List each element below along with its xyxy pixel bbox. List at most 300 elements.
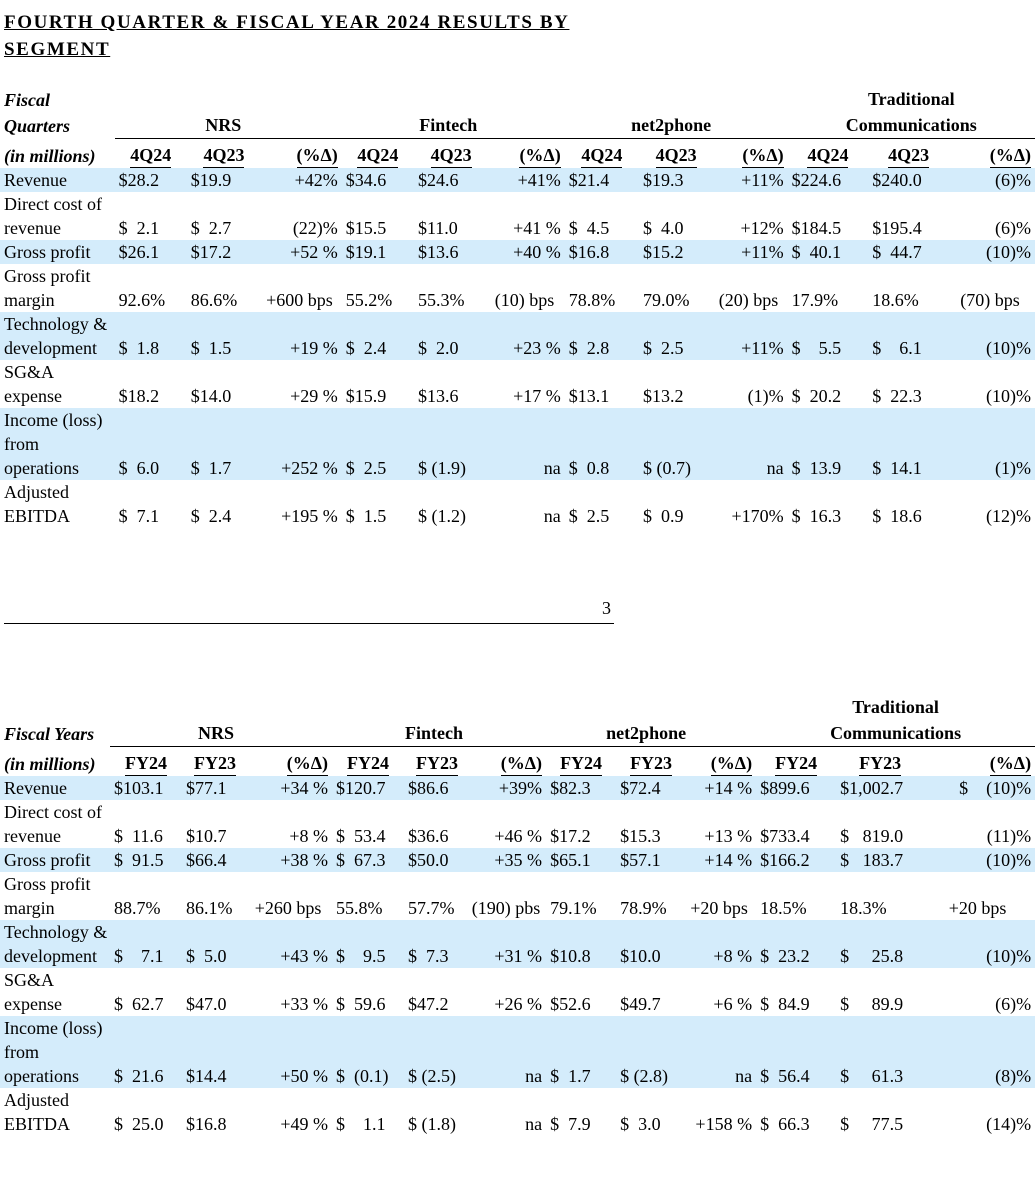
- segment-header-2: [565, 86, 788, 139]
- table-row: [0, 1016, 1035, 1088]
- table-cell: $16.8: [565, 240, 639, 264]
- table-cell: $1,002.7: [836, 776, 924, 800]
- table-cell: $15.9: [345, 386, 387, 406]
- table-cell: $ 25.0: [114, 1114, 164, 1134]
- column-header: [616, 747, 686, 777]
- table-cell: $10.7: [186, 826, 227, 846]
- table-cell: +8 %: [289, 826, 329, 846]
- table-cell: $13.2: [643, 386, 684, 406]
- table-cell: +23 %: [488, 312, 564, 360]
- table-cell: +14 %: [686, 848, 756, 872]
- table-cell: +19 %: [261, 312, 342, 360]
- table-cell: $15.3: [620, 826, 661, 846]
- table-cell: $ 4.0: [643, 218, 684, 238]
- table-cell: $65.1: [546, 848, 616, 872]
- table-cell: +8 %: [686, 920, 756, 968]
- page-number: 3: [602, 598, 611, 618]
- table-cell: (6)%: [995, 218, 1031, 238]
- column-header: [115, 139, 187, 169]
- table-cell: $13.1: [568, 386, 610, 406]
- column-header: [470, 747, 546, 777]
- table-cell: $19.9: [187, 168, 261, 192]
- table-cell: $16.8: [186, 1114, 227, 1134]
- table-cell: (10)%: [924, 848, 1035, 872]
- table-row: [0, 312, 1035, 360]
- row-label: Technology & development: [0, 920, 110, 968]
- column-header-text: FY23: [859, 751, 901, 776]
- table-cell: 78.8%: [568, 290, 616, 310]
- table-cell: $ 1.5: [345, 506, 387, 526]
- table-row: [0, 872, 1035, 920]
- fiscal-label-line1: Fiscal: [4, 89, 51, 110]
- column-header-text: (%Δ): [711, 751, 752, 776]
- table-cell: (6)%: [949, 168, 1035, 192]
- table-cell: +52 %: [261, 240, 342, 264]
- row-label: Revenue: [0, 168, 115, 192]
- table-cell: $26.1: [115, 240, 187, 264]
- table-cell: 57.7%: [408, 898, 455, 918]
- table-cell: $ 22.3: [872, 386, 922, 406]
- table-cell: $ (2.8): [616, 1016, 686, 1088]
- table-cell: +29 %: [290, 386, 338, 406]
- table-cell: $ 5.5: [788, 312, 869, 360]
- column-header: [949, 139, 1035, 169]
- table-row: [0, 920, 1035, 968]
- table-cell: na: [525, 1114, 543, 1134]
- table-cell: $224.6: [788, 168, 869, 192]
- segment-name: net2phone: [631, 115, 712, 135]
- table-cell: 92.6%: [118, 290, 166, 310]
- table-cell: +195 %: [281, 506, 338, 526]
- column-header-text: (%Δ): [287, 751, 328, 776]
- table-cell: $ (2.5): [404, 1016, 470, 1088]
- table-cell: $ 1.5: [187, 312, 261, 360]
- table-cell: 55.3%: [417, 290, 465, 310]
- table-cell: (10)%: [949, 240, 1035, 264]
- table-cell: $ 23.2: [756, 920, 836, 968]
- table-cell: $21.4: [565, 168, 639, 192]
- table-cell: $120.7: [332, 776, 404, 800]
- table-cell: 18.5%: [760, 898, 807, 918]
- table-row: [0, 1088, 1035, 1136]
- table-cell: 18.6%: [872, 290, 919, 310]
- table-cell: $ 14.1: [868, 408, 949, 480]
- column-header-text: 4Q23: [888, 143, 929, 168]
- table-cell: (10)%: [986, 386, 1031, 406]
- table-cell: $ 53.4: [336, 826, 386, 846]
- segment-header-row: [0, 86, 1035, 139]
- column-header: [868, 139, 949, 169]
- table-cell: 86.1%: [186, 898, 233, 918]
- row-label: Direct cost of revenue: [4, 802, 102, 846]
- table-row: [0, 264, 1035, 312]
- table-cell: $ 1.7: [187, 408, 261, 480]
- column-header-row: [0, 139, 1035, 169]
- table-cell: $ 183.7: [836, 848, 924, 872]
- table-cell: $ 2.5: [342, 408, 414, 480]
- segment-header-3: [788, 86, 1035, 139]
- table-cell: $ 18.6: [872, 506, 922, 526]
- column-header-text: 4Q23: [656, 143, 697, 168]
- table-cell: $ 7.1: [110, 920, 182, 968]
- table-cell: $ 84.9: [760, 994, 810, 1014]
- units-label: (in millions): [4, 754, 96, 774]
- segment-header-1: [342, 86, 565, 139]
- table-cell: $24.6: [414, 168, 488, 192]
- table-cell: $86.6: [404, 776, 470, 800]
- table-cell: +41%: [488, 168, 564, 192]
- table-cell: $899.6: [756, 776, 836, 800]
- table-cell: $ 56.4: [756, 1016, 836, 1088]
- table-cell: +41 %: [513, 218, 561, 238]
- fiscal-label-line2: Quarters: [4, 115, 71, 136]
- table-cell: $ (1.8): [408, 1114, 457, 1134]
- table-cell: +14 %: [686, 776, 756, 800]
- table-cell: na: [686, 1016, 756, 1088]
- table-cell: $ (0.1): [332, 1016, 404, 1088]
- table-cell: $ 2.8: [565, 312, 639, 360]
- table-cell: $ 11.6: [114, 826, 163, 846]
- table-cell: +600 bps: [266, 290, 333, 310]
- table-cell: $77.1: [182, 776, 248, 800]
- column-header: [182, 747, 248, 777]
- table-cell: $66.4: [182, 848, 248, 872]
- table-cell: $17.2: [550, 826, 591, 846]
- row-label: Gross profit margin: [4, 266, 91, 310]
- segment-header-3: [756, 694, 1035, 747]
- table-cell: $ 67.3: [332, 848, 404, 872]
- table-cell: (1)%: [747, 386, 784, 406]
- table-cell: +260 bps: [254, 898, 322, 918]
- table-cell: $ 77.5: [840, 1114, 904, 1134]
- table-row: [0, 800, 1035, 848]
- segment-name: NRS: [205, 115, 242, 135]
- column-header: [836, 747, 924, 777]
- table-cell: +170%: [731, 506, 784, 526]
- table-cell: +158 %: [695, 1114, 753, 1134]
- table-row: [0, 776, 1035, 800]
- column-header: [756, 747, 836, 777]
- column-header-text: (%Δ): [990, 143, 1031, 168]
- table-cell: (10)%: [949, 312, 1035, 360]
- segment-name: Communications: [830, 723, 962, 743]
- table-cell: $ 4.5: [568, 218, 610, 238]
- table-cell: $13.6: [414, 240, 488, 264]
- table-cell: (70) bps: [960, 290, 1020, 310]
- table-cell: $14.0: [190, 386, 232, 406]
- table-cell: $49.7: [620, 994, 661, 1014]
- row-label: Revenue: [0, 776, 110, 800]
- table-cell: +13 %: [704, 826, 753, 846]
- column-header-text: (%Δ): [297, 143, 338, 168]
- table-cell: +34 %: [248, 776, 332, 800]
- table-cell: $ 2.1: [118, 218, 160, 238]
- column-header-text: 4Q24: [807, 143, 848, 168]
- table-cell: $ 7.3: [404, 920, 470, 968]
- table-cell: $28.2: [115, 168, 187, 192]
- table-cell: $19.3: [639, 168, 713, 192]
- table-cell: na: [470, 1016, 546, 1088]
- table-cell: 18.3%: [840, 898, 887, 918]
- column-header: [713, 139, 787, 169]
- table-cell: +38 %: [248, 848, 332, 872]
- table-cell: 88.7%: [114, 898, 161, 918]
- table-cell: $36.6: [408, 826, 449, 846]
- table-cell: $ (0.7): [639, 408, 713, 480]
- table-cell: $10.0: [616, 920, 686, 968]
- table-cell: $82.3: [546, 776, 616, 800]
- table-cell: $ 1.7: [546, 1016, 616, 1088]
- row-label: Adjusted EBITDA: [4, 1090, 70, 1134]
- table-cell: 86.6%: [190, 290, 238, 310]
- table-cell: $ 9.5: [332, 920, 404, 968]
- column-header: [788, 139, 869, 169]
- units-label: (in millions): [4, 146, 96, 166]
- column-header: [924, 747, 1035, 777]
- table-cell: $57.1: [616, 848, 686, 872]
- table-cell: +20 bps: [948, 898, 1007, 918]
- row-label: Gross profit margin: [4, 874, 91, 918]
- row-label: Direct cost of revenue: [4, 194, 102, 238]
- table-cell: $ 0.8: [565, 408, 639, 480]
- table-cell: $ 59.6: [336, 994, 386, 1014]
- table-cell: $15.2: [639, 240, 713, 264]
- table-cell: (11)%: [986, 826, 1032, 846]
- table-row: [0, 192, 1035, 240]
- table-cell: $18.2: [118, 386, 160, 406]
- table-cell: $ 2.5: [639, 312, 713, 360]
- segment-name: Communications: [845, 115, 977, 135]
- column-header: [565, 139, 639, 169]
- table-cell: $ 66.3: [760, 1114, 810, 1134]
- table-row: [0, 480, 1035, 528]
- column-header-row: [0, 747, 1035, 777]
- table-cell: +11%: [713, 168, 787, 192]
- row-label: Technology & development: [0, 312, 115, 360]
- table-cell: (22)%: [292, 218, 338, 238]
- row-label: Income (loss) from operations: [0, 408, 115, 480]
- table-cell: +46 %: [494, 826, 543, 846]
- row-label: Adjusted EBITDA: [4, 482, 70, 526]
- table-cell: $103.1: [110, 776, 182, 800]
- table-cell: $10.8: [546, 920, 616, 968]
- table-cell: $19.1: [342, 240, 414, 264]
- table-cell: (10) bps: [494, 290, 555, 310]
- table-row: [0, 968, 1035, 1016]
- table-cell: $ (1.9): [414, 408, 488, 480]
- table-cell: +43 %: [248, 920, 332, 968]
- segment-header-2: [546, 694, 756, 747]
- table-cell: $ 91.5: [110, 848, 182, 872]
- table-cell: $17.2: [187, 240, 261, 264]
- column-header-text: (%Δ): [501, 751, 542, 776]
- table-cell: 79.0%: [643, 290, 690, 310]
- quarterly-results-table: [0, 86, 1035, 528]
- table-cell: $ 61.3: [836, 1016, 924, 1088]
- table-cell: $ 44.7: [868, 240, 949, 264]
- table-cell: $ 13.9: [788, 408, 869, 480]
- table-cell: $ 3.0: [620, 1114, 661, 1134]
- table-cell: +252 %: [261, 408, 342, 480]
- column-header: [488, 139, 564, 169]
- table-row: [0, 168, 1035, 192]
- column-header-text: 4Q23: [431, 143, 472, 168]
- row-label: SG&A expense: [4, 362, 62, 406]
- row-label: Income (loss) from operations: [0, 1016, 110, 1088]
- page-title: FOURTH QUARTER & FISCAL YEAR 2024 RESULTS BY SEGMENT: [4, 12, 570, 60]
- table-cell: $240.0: [868, 168, 949, 192]
- table-cell: +42%: [261, 168, 342, 192]
- table-cell: $ 1.8: [115, 312, 187, 360]
- table-cell: $ 21.6: [110, 1016, 182, 1088]
- column-header: [639, 139, 713, 169]
- table-cell: $ 2.5: [568, 506, 610, 526]
- column-header: [110, 747, 182, 777]
- annual-results-table: [0, 694, 1035, 1136]
- segment-name: Fintech: [419, 115, 478, 135]
- table-cell: $ 2.0: [414, 312, 488, 360]
- table-cell: $ 2.4: [190, 506, 232, 526]
- column-header: [332, 747, 404, 777]
- segment-name-line1: Traditional: [867, 89, 955, 109]
- table-cell: +33 %: [280, 994, 329, 1014]
- column-header: [686, 747, 756, 777]
- table-row: [0, 240, 1035, 264]
- table-cell: $34.6: [342, 168, 414, 192]
- fiscal-period-label: [0, 86, 115, 139]
- table-cell: $15.5: [345, 218, 387, 238]
- table-cell: $ 7.1: [118, 506, 160, 526]
- column-header: [261, 139, 342, 169]
- table-cell: $13.6: [417, 386, 459, 406]
- column-header-text: FY24: [347, 751, 389, 776]
- table-cell: $ 0.9: [643, 506, 684, 526]
- table-cell: $ 6.0: [115, 408, 187, 480]
- table-cell: $47.2: [408, 994, 449, 1014]
- fiscal-label-line1: Fiscal Years: [4, 723, 95, 744]
- table-cell: (12)%: [986, 506, 1031, 526]
- table-cell: (1)%: [949, 408, 1035, 480]
- table-cell: $72.4: [616, 776, 686, 800]
- segment-name: net2phone: [606, 723, 687, 743]
- table-cell: $ 25.8: [836, 920, 924, 968]
- table-cell: 55.8%: [336, 898, 383, 918]
- column-header-text: (%Δ): [742, 143, 783, 168]
- table-cell: $195.4: [872, 218, 922, 238]
- table-cell: (14)%: [986, 1114, 1032, 1134]
- table-cell: +39%: [470, 776, 546, 800]
- table-cell: $52.6: [550, 994, 591, 1014]
- table-cell: $ 16.3: [791, 506, 842, 526]
- table-cell: +31 %: [470, 920, 546, 968]
- table-cell: 78.9%: [620, 898, 667, 918]
- column-header-text: FY24: [560, 751, 602, 776]
- column-header: [404, 747, 470, 777]
- column-header-text: FY24: [775, 751, 817, 776]
- table-cell: $11.0: [417, 218, 458, 238]
- table-cell: +12%: [740, 218, 784, 238]
- row-label: Gross profit: [0, 240, 115, 264]
- table-cell: $ 89.9: [840, 994, 904, 1014]
- table-cell: +20 bps: [690, 898, 748, 918]
- table-cell: $14.4: [182, 1016, 248, 1088]
- column-header: [187, 139, 261, 169]
- table-cell: $ (10)%: [924, 776, 1035, 800]
- table-cell: $ 2.4: [342, 312, 414, 360]
- table-cell: $ 20.2: [791, 386, 842, 406]
- column-header: [414, 139, 488, 169]
- table-cell: (8)%: [924, 1016, 1035, 1088]
- segment-name: NRS: [198, 723, 235, 743]
- table-cell: (190) pbs: [471, 898, 541, 918]
- table-cell: $184.5: [791, 218, 842, 238]
- table-cell: +26 %: [494, 994, 543, 1014]
- table-cell: $50.0: [404, 848, 470, 872]
- column-header-text: FY24: [125, 751, 167, 776]
- table-cell: $ 2.7: [190, 218, 232, 238]
- column-header-text: 4Q24: [130, 143, 171, 168]
- table-cell: 17.9%: [791, 290, 839, 310]
- table-cell: (10)%: [924, 920, 1035, 968]
- table-cell: $ 62.7: [114, 994, 164, 1014]
- table-cell: +11%: [713, 312, 787, 360]
- table-cell: $ (1.2): [417, 506, 466, 526]
- column-header: [342, 139, 414, 169]
- table-cell: +49 %: [280, 1114, 329, 1134]
- table-cell: $ 40.1: [788, 240, 869, 264]
- table-cell: (6)%: [995, 994, 1032, 1014]
- table-row: [0, 360, 1035, 408]
- column-header-text: FY23: [416, 751, 458, 776]
- table-cell: (20) bps: [718, 290, 779, 310]
- table-cell: $ 819.0: [840, 826, 904, 846]
- column-header-text: (%Δ): [519, 143, 560, 168]
- table-cell: +40 %: [488, 240, 564, 264]
- row-label: SG&A expense: [4, 970, 62, 1014]
- table-cell: $47.0: [186, 994, 227, 1014]
- column-header-text: 4Q24: [357, 143, 398, 168]
- table-cell: $733.4: [760, 826, 810, 846]
- segment-name: Fintech: [405, 723, 464, 743]
- table-cell: +6 %: [713, 994, 753, 1014]
- table-cell: 79.1%: [550, 898, 597, 918]
- table-cell: +11%: [713, 240, 787, 264]
- column-header-text: 4Q23: [203, 143, 244, 168]
- row-label: Gross profit: [0, 848, 110, 872]
- table-cell: $ 6.1: [868, 312, 949, 360]
- table-cell: +35 %: [470, 848, 546, 872]
- table-cell: $ 5.0: [182, 920, 248, 968]
- table-cell: na: [543, 506, 561, 526]
- column-header: [546, 747, 616, 777]
- table-cell: $ 7.9: [550, 1114, 591, 1134]
- table-cell: 55.2%: [345, 290, 393, 310]
- table-cell: $ 1.1: [336, 1114, 386, 1134]
- table-cell: na: [488, 408, 564, 480]
- segment-header-row: [0, 694, 1035, 747]
- column-header: [248, 747, 332, 777]
- table-cell: +50 %: [248, 1016, 332, 1088]
- table-cell: $166.2: [756, 848, 836, 872]
- table-row: [0, 408, 1035, 480]
- column-header-text: FY23: [630, 751, 672, 776]
- segment-header-1: [332, 694, 546, 747]
- table-cell: na: [713, 408, 787, 480]
- column-header-text: FY23: [194, 751, 236, 776]
- page-footer-rule: [4, 623, 614, 624]
- segment-name-line1: Traditional: [852, 697, 939, 717]
- column-header-text: (%Δ): [990, 751, 1031, 776]
